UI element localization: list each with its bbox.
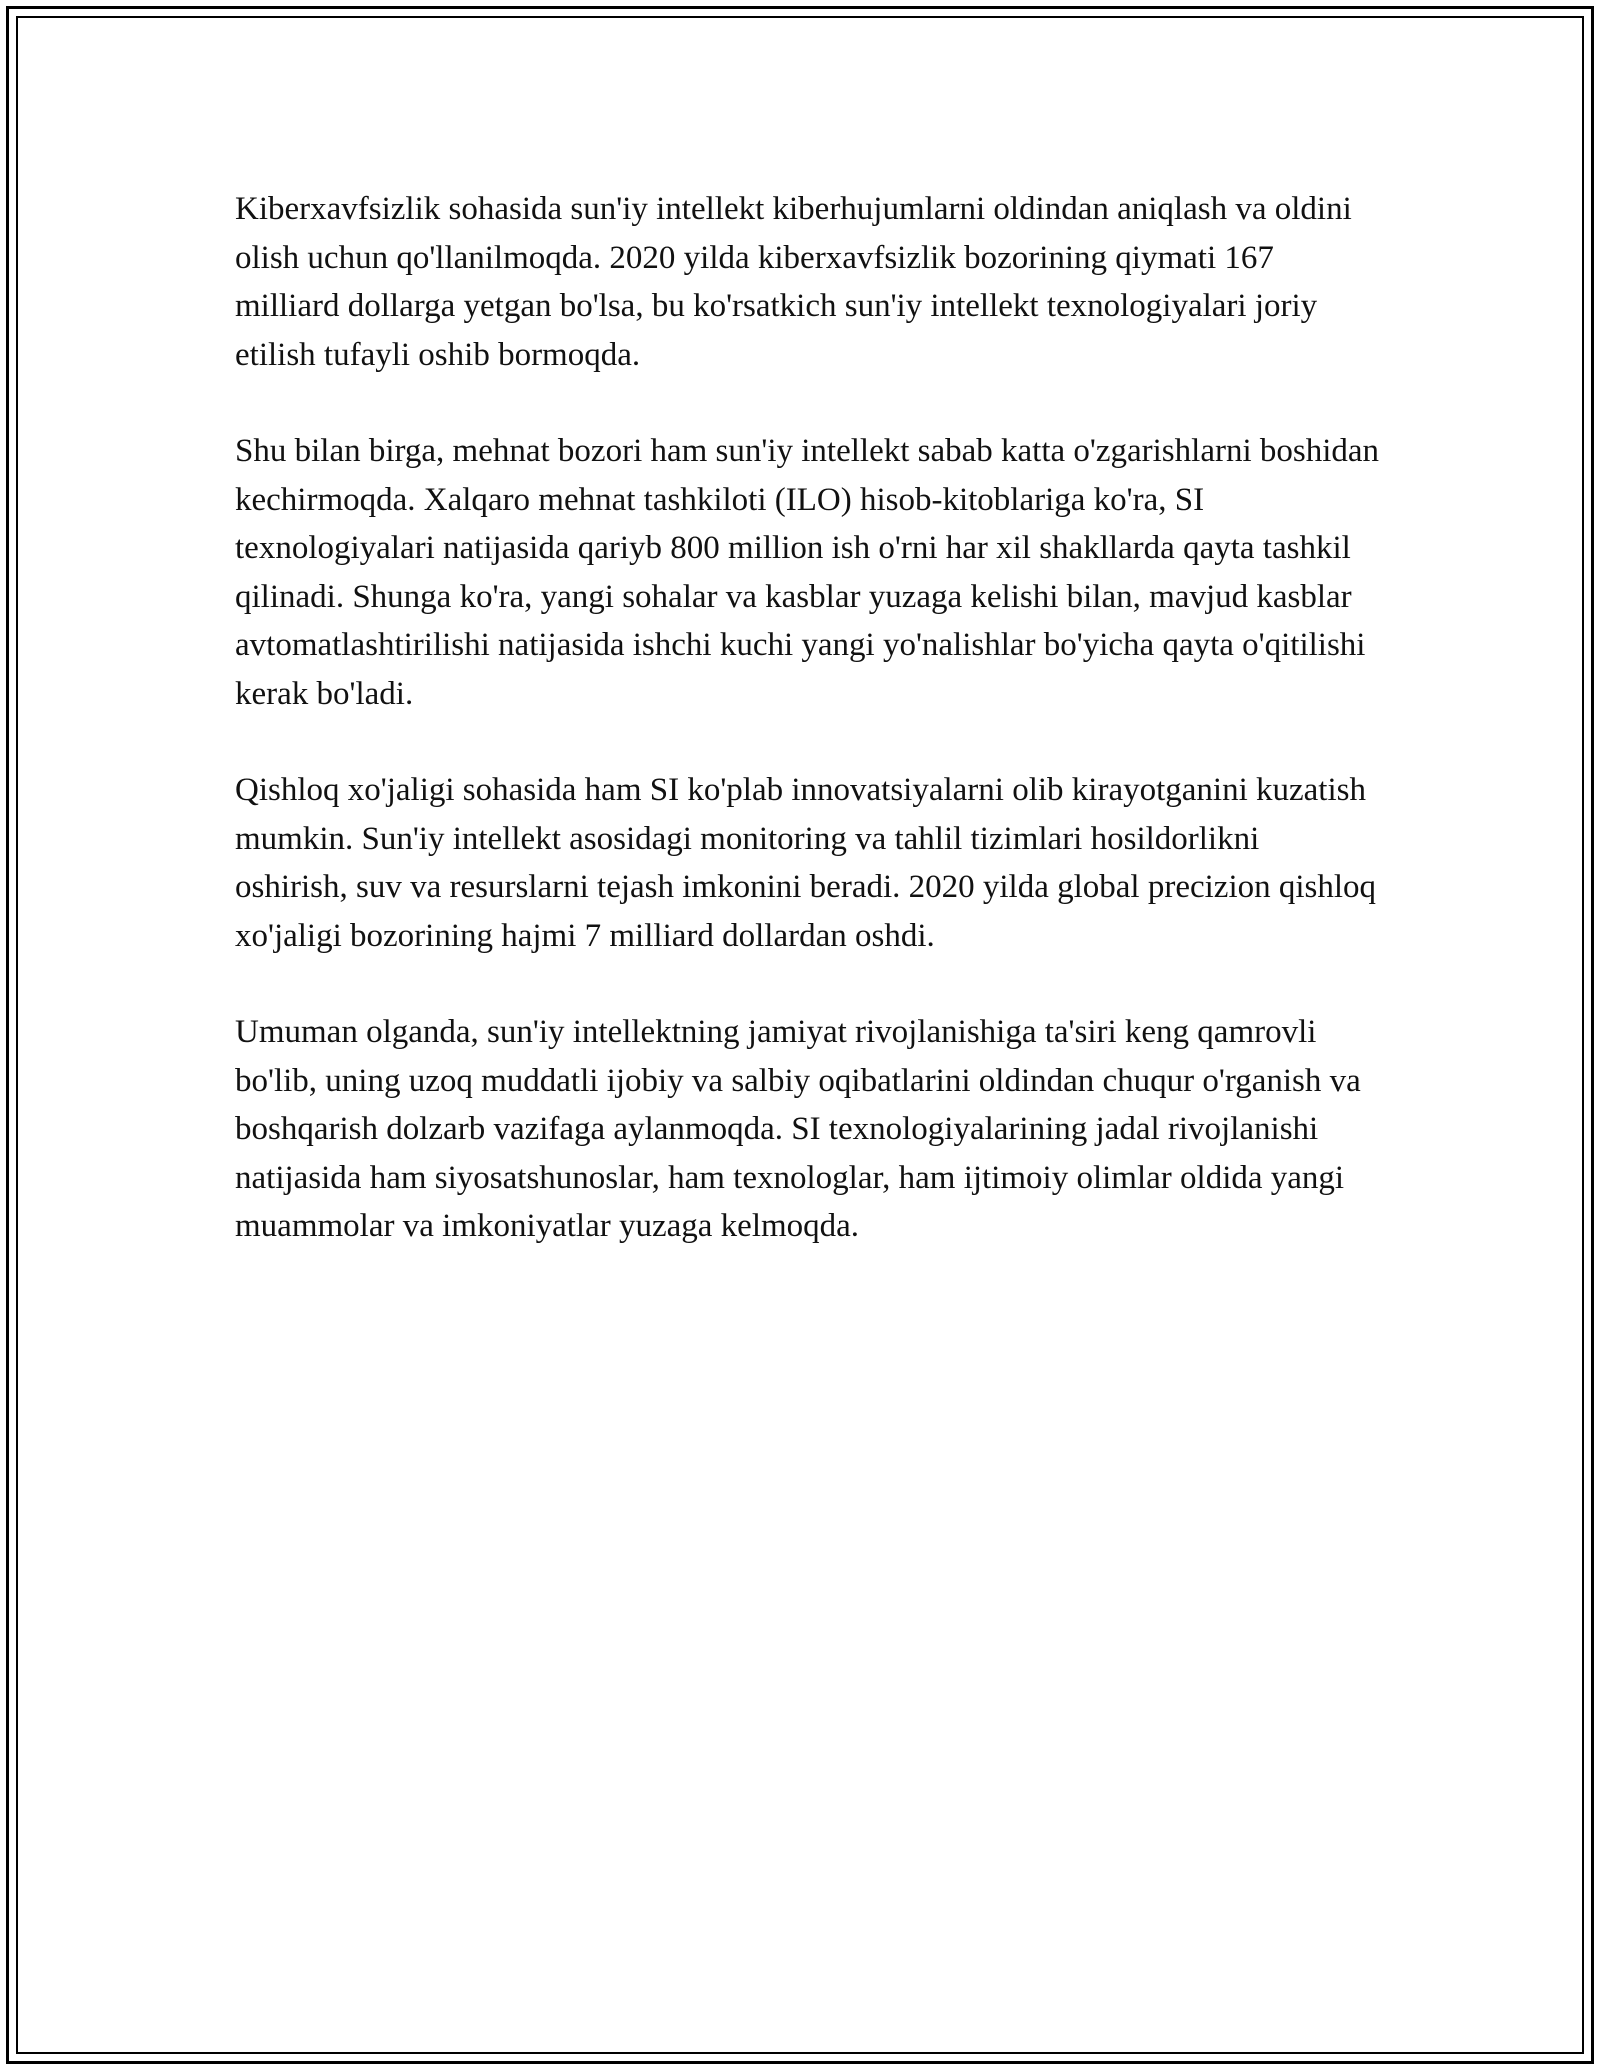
paragraph-labor-market: Shu bilan birga, mehnat bozori ham sun'iy intellekt sabab katta o'zgarishlarni boshidan kechirmoqda. Xalqaro mehnat tashkiloti (ILO) hisob-kitoblariga ko'ra, SI texnologiyalari natijasida qariyb 800 million ish o'rni har xil shakllarda qayta tashkil qilinadi. Shunga ko'ra, yangi sohalar va kasblar yuzaga kelishi bilan, mavjud kasblar avtomatlashtirilishi natijasida ishchi kuchi yangi yo'nalishlar bo'yicha qayta o'qitilishi kerak bo'ladi. bbox=[235, 433, 1380, 712]
paragraph-agriculture: Qishloq xo'jaligi sohasida ham SI ko'plab innovatsiyalarni olib kirayotganini kuzatish mumkin. Sun'iy intellekt asosidagi monitoring va tahlil tizimlari hosildorlikni oshirish, suv va resurslarni tejash imkonini beradi. 2020 yilda global precizion qishloq xo'jaligi bozorining hajmi 7 milliard dollardan oshdi. bbox=[235, 772, 1377, 954]
document-body bbox=[235, 185, 1380, 1299]
paragraph-cybersecurity: Kiberxavfsizlik sohasida sun'iy intellekt kiberhujumlarni oldindan aniqlash va oldini olish uchun qo'llanilmoqda. 2020 yilda kiberxavfsizlik bozorining qiymati 167 milliard dollarga yetgan bo'lsa, bu ko'rsatkich sun'iy intellekt texnologiyalari joriy etilish tufayli oshib bormoqda. bbox=[235, 191, 1352, 373]
paragraph-conclusion: Umuman olganda, sun'iy intellektning jamiyat rivojlanishiga ta'siri keng qamrovli bo'lib, uning uzoq muddatli ijobiy va salbiy oqibatlarini oldindan chuqur o'rganish va boshqarish dolzarb vazifaga aylanmoqda. SI texnologiyalarining jadal rivojlanishi natijasida ham siyosatshunoslar, ham texnologlar, ham ijtimoiy olimlar oldida yangi muammolar va imkoniyatlar yuzaga kelmoqda. bbox=[235, 1014, 1361, 1244]
